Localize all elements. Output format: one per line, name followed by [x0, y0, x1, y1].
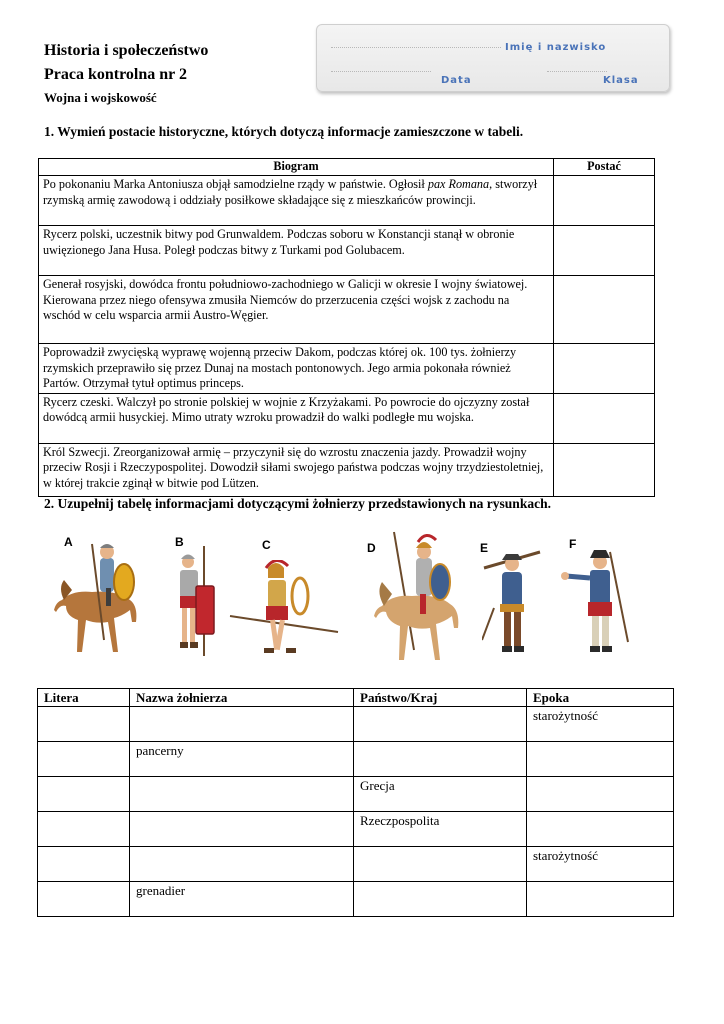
letter-cell[interactable]	[38, 847, 130, 882]
era-cell[interactable]	[527, 882, 674, 917]
biogram-cell: Poprowadził zwycięską wyprawę wojenną przeciw Dakom, podczas której ok. 100 tys. żołnierzy rzymskich przeprawiło się przez Dunaj na mostach pontonowych. Jego armia pokonała również Partów. Otrzymał tytuł optimus princeps.	[39, 344, 554, 394]
soldier-figure-b	[168, 546, 220, 658]
date-line[interactable]	[331, 71, 431, 72]
table-row	[39, 344, 655, 394]
answer-cell[interactable]	[554, 443, 655, 496]
header-nazwa: Nazwa żołnierza	[130, 689, 354, 707]
soldier-name-cell[interactable]: grenadier	[130, 882, 354, 917]
header-epoka: Epoka	[527, 689, 674, 707]
soldier-name-cell[interactable]	[130, 847, 354, 882]
era-cell[interactable]: starożytność	[527, 707, 674, 742]
worksheet-title: Historia i społeczeństwo	[44, 42, 209, 59]
biogram-cell: Po pokonaniu Marka Antoniusza objął samodzielne rządy w państwie. Ogłosił pax Romana, stworzył rzymską armię zawodową i oddziały posiłkowe składające się z mieszkańców prowincji.	[39, 176, 554, 226]
table-row	[38, 847, 674, 882]
table-header-row	[38, 689, 674, 707]
letter-cell[interactable]	[38, 812, 130, 847]
task2-instruction: 2. Uzupełnij tabelę informacjami dotyczącymi żołnierzy przedstawionych na rysunkach.	[44, 496, 551, 511]
soldier-figure-e	[482, 548, 542, 658]
date-label: Data	[441, 75, 472, 86]
country-cell[interactable]	[354, 707, 527, 742]
biogram-cell: Król Szwecji. Zreorganizował armię – przyczynił się do wzrostu znaczenia jazdy. Prowadził wojny przeciw Rosji i Rzeczypospolitej. Dowodził siłami swojego państwa podczas wojny trzydziestoletniej, w której trakcie zginął w bitwie pod Lützen.	[39, 443, 554, 496]
soldier-name-cell[interactable]: pancerny	[130, 742, 354, 777]
table-row	[39, 276, 655, 344]
soldier-figure-d	[370, 530, 470, 670]
soldier-name-cell[interactable]	[130, 707, 354, 742]
letter-cell[interactable]	[38, 742, 130, 777]
country-cell[interactable]	[354, 847, 527, 882]
answer-cell[interactable]	[554, 176, 655, 226]
header-litera: Litera	[38, 689, 130, 707]
answer-cell[interactable]	[554, 393, 655, 443]
answer-cell[interactable]	[554, 344, 655, 394]
answer-cell[interactable]	[554, 226, 655, 276]
table-row	[38, 812, 674, 847]
figure-letter-a: A	[64, 535, 73, 549]
soldier-figure-a	[52, 540, 154, 668]
table-row	[38, 707, 674, 742]
era-cell[interactable]	[527, 777, 674, 812]
name-line[interactable]	[331, 47, 501, 48]
country-cell[interactable]: Grecja	[354, 777, 527, 812]
country-cell[interactable]	[354, 882, 527, 917]
figure-letter-f: F	[569, 537, 577, 551]
figure-letter-e: E	[480, 541, 489, 555]
header-biogram: Biogram	[39, 159, 554, 176]
soldier-figure-c	[228, 560, 340, 662]
biogram-cell: Generał rosyjski, dowódca frontu południowo-zachodniego w Galicji w okresie I wojny światowej. Kierowana przez niego ofensywa zmusiła Niemców do przerzucenia części wojsk z zachodu na wschód w celu wsparcia armii Austro-Węgier.	[39, 276, 554, 344]
class-label: Klasa	[603, 75, 639, 86]
soldier-figure-f	[560, 546, 636, 656]
biogram-cell: Rycerz polski, uczestnik bitwy pod Grunwaldem. Podczas soboru w Konstancji stanął w obronie uwięzionego Jana Husa. Poległ podczas bitwy z Turkami pod Golubacem.	[39, 226, 554, 276]
figure-letter-d: D	[367, 541, 376, 555]
letter-cell[interactable]	[38, 777, 130, 812]
soldier-name-cell[interactable]	[130, 777, 354, 812]
table-row	[39, 176, 655, 226]
table-row	[38, 882, 674, 917]
soldier-name-cell[interactable]	[130, 812, 354, 847]
table-row	[39, 393, 655, 443]
table-header-row	[39, 159, 655, 176]
header-postac: Postać	[554, 159, 655, 176]
country-cell[interactable]	[354, 742, 527, 777]
worksheet-subtitle: Praca kontrolna nr 2	[44, 66, 187, 83]
table-row	[39, 226, 655, 276]
task1-instruction: 1. Wymień postacie historyczne, których dotyczą informacje zamieszczone w tabeli.	[44, 124, 524, 139]
biography-table	[38, 158, 655, 497]
class-line[interactable]	[547, 71, 607, 72]
era-cell[interactable]	[527, 742, 674, 777]
student-info-box	[316, 24, 670, 92]
letter-cell[interactable]	[38, 882, 130, 917]
worksheet-topic: Wojna i wojskowość	[44, 90, 157, 105]
table-row	[38, 777, 674, 812]
era-cell[interactable]: starożytność	[527, 847, 674, 882]
biogram-cell: Rycerz czeski. Walczył po stronie polskiej w wojnie z Krzyżakami. Po powrocie do ojczyzny został dowódcą armii husyckiej. Mimo utraty wzroku prowadził do walki podległe mu wojska.	[39, 393, 554, 443]
country-cell[interactable]: Rzeczpospolita	[354, 812, 527, 847]
answer-cell[interactable]	[554, 276, 655, 344]
letter-cell[interactable]	[38, 707, 130, 742]
figure-letter-c: C	[262, 538, 271, 552]
header-panstwo: Państwo/Kraj	[354, 689, 527, 707]
soldiers-table	[37, 688, 674, 917]
era-cell[interactable]	[527, 812, 674, 847]
table-row	[38, 742, 674, 777]
table-row	[39, 443, 655, 496]
figure-letter-b: B	[175, 535, 184, 549]
name-label: Imię i nazwisko	[505, 42, 607, 53]
